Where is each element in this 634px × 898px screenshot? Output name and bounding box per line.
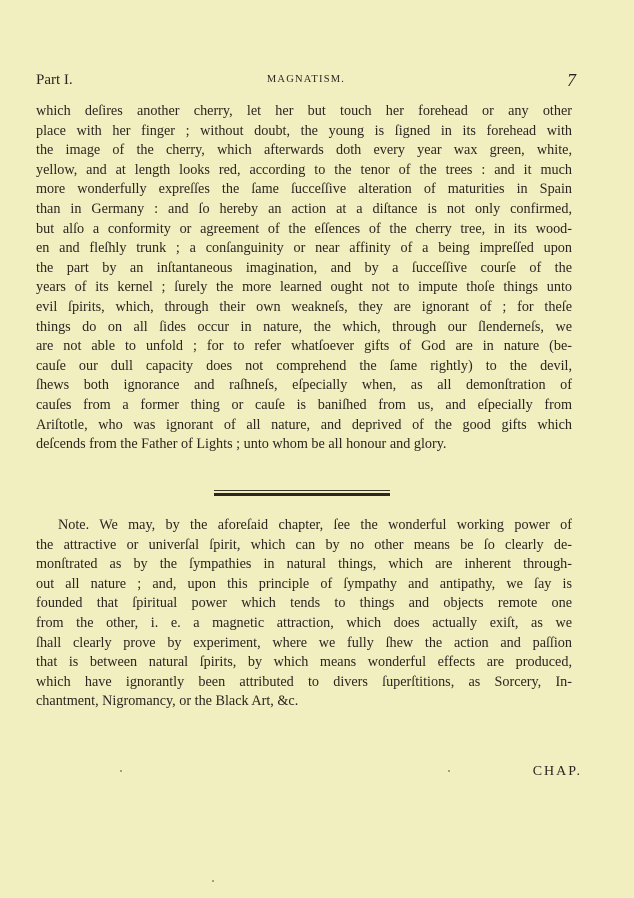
text-line: the part by an inſtantaneous imagination, and by a ſucceſſive courſe of the xyxy=(36,259,572,276)
text-line: monſtrated as by the ſympathies in natural things, which are inherent through- xyxy=(36,556,572,573)
section-divider xyxy=(214,490,390,496)
text-line: that is between natural ſpirits, by which means wonderful effects are produced, xyxy=(36,654,572,671)
text-line: which have ignorantly been attributed to divers ſuperſtitions, as Sorcery, In- xyxy=(36,673,572,690)
text-line: years of its kernel ; ſurely the more learned ought not to impute thoſe things unto xyxy=(36,279,572,296)
running-title: MAGNATISM. xyxy=(266,74,346,85)
text-line: cauſe our dull capacity does not comprehend the ſame rightly) to the devil, xyxy=(36,357,572,374)
text-line: are not able to unfold ; for to refer whatſoever gifts of God are in nature (be- xyxy=(36,338,572,355)
page-number: 7 xyxy=(567,70,576,90)
text-line: which deſires another cherry, let her but touch her forehead or any other xyxy=(36,103,572,119)
text-line: but alſo a conformity or agreement of the eſſences of the cherry tree, in its wood- xyxy=(36,220,572,237)
text-line: things do on all ſides occur in nature, the which, through our ſlenderneſs, we xyxy=(36,318,572,335)
text-line: cauſes from a former thing or cauſe is baniſhed from us, and eſpecially from xyxy=(36,396,572,413)
part-label: Part I. xyxy=(36,72,73,88)
text-line: from the other, i. e. a magnetic attraction, which does actually exiſt, as we xyxy=(36,614,572,631)
text-line: deſcends from the Father of Lights ; unto whom be all honour and glory. xyxy=(36,436,447,453)
text-line: ſhall clearly prove by experiment, where we fully ſhew the action and paſſion xyxy=(36,634,572,651)
text-line: Note. We may, by the aforeſaid chapter, ſee the wonderful working power of xyxy=(58,517,572,533)
text-line: yellow, and at length looks red, according to the tenor of the trees : and it much xyxy=(36,161,572,178)
text-line: out all nature ; and, upon this principle of ſympathy and antipathy, we ſay is xyxy=(36,575,572,592)
catchword: CHAP. xyxy=(532,764,582,779)
divider-thick-rule xyxy=(214,493,390,496)
text-line: founded that ſpiritual power which tends to things and objects remote one xyxy=(36,595,572,612)
text-line: en and fleſhly trunk ; a conſanguinity or near affinity of a being impreſſed upon xyxy=(36,240,572,257)
divider-thin-rule xyxy=(214,490,390,491)
text-line: ſhews both ignorance and raſhneſs, eſpecially when, as all demonſtration of xyxy=(36,377,572,394)
body-paragraph xyxy=(36,102,572,455)
text-line: chantment, Nigromancy, or the Black Art, &c. xyxy=(36,693,299,710)
text-line: than in Germany : and ſo hereby an action at a diſtance is not only confirmed, xyxy=(36,200,572,217)
text-line: Ariſtotle, who was ignorant of all nature, and deprived of the good gifts which xyxy=(36,416,572,433)
text-line: the image of the cherry, which afterwards doth every year wax green, white, xyxy=(36,142,572,159)
text-line: place with her finger ; without doubt, the young is ſigned in its forehead with xyxy=(36,122,572,139)
note-paragraph xyxy=(36,516,572,712)
paper-speck xyxy=(120,770,122,772)
paper-speck xyxy=(212,880,214,882)
text-line: the attractive or univerſal ſpirit, which can by no other means be ſo clearly de- xyxy=(36,536,572,553)
paper-speck xyxy=(448,770,450,772)
text-line: evil ſpirits, which, through their own weakneſs, they are ignorant of ; for theſe xyxy=(36,298,572,315)
running-head xyxy=(36,72,576,92)
text-line: more wonderfully expreſſes the ſame ſucceſſive alteration of maturities in Spain xyxy=(36,181,572,198)
